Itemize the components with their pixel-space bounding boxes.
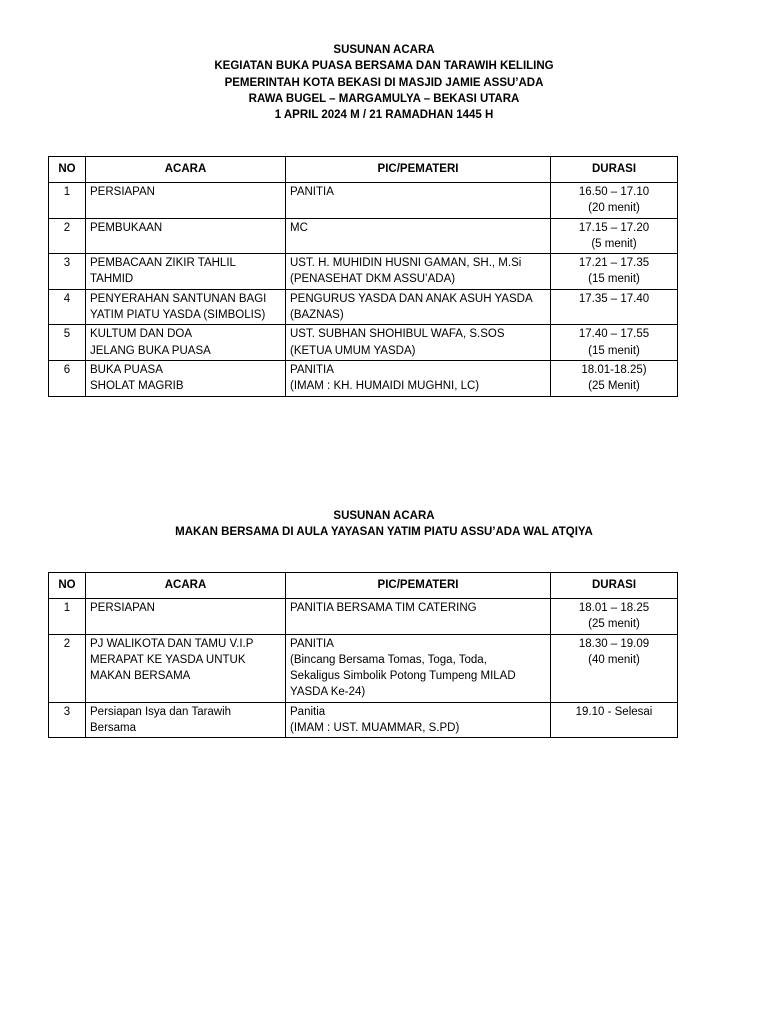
pic-cell-line: PANITIA BERSAMA TIM CATERING xyxy=(290,602,477,614)
pic-cell xyxy=(286,325,551,361)
pic-cell xyxy=(286,289,551,325)
pic-cell xyxy=(286,218,551,254)
table-row xyxy=(49,325,678,361)
schedule-table-2 xyxy=(48,572,678,738)
column-header-no: NO xyxy=(49,157,86,183)
durasi-cell-line: 17.40 – 17.55 xyxy=(578,328,650,341)
table-row xyxy=(49,702,678,738)
pic-cell-line: (KETUA UMUM YASDA) xyxy=(290,344,416,357)
acara-cell xyxy=(86,360,286,396)
heading-line: MAKAN BERSAMA DI AULA YAYASAN YATIM PIATU ASSU’ADA WAL ATQIYA xyxy=(175,526,593,539)
acara-cell-line: SHOLAT MAGRIB xyxy=(90,380,184,393)
durasi-cell-line: 17.35 – 17.40 xyxy=(578,292,650,305)
heading-line: PEMERINTAH KOTA BEKASI DI MASJID JAMIE ASSU’ADA xyxy=(224,76,544,89)
pic-cell-line: UST. H. MUHIDIN HUSNI GAMAN, SH., M.Si xyxy=(290,257,522,270)
table-row xyxy=(49,634,678,702)
pic-cell-line: PANITIA xyxy=(290,186,334,198)
acara-cell-line: KULTUM DAN DOA xyxy=(90,328,193,341)
durasi-cell xyxy=(551,360,678,396)
pic-cell-line: PENGURUS YASDA DAN ANAK ASUH YASDA xyxy=(290,292,533,305)
acara-cell-line: JELANG BUKA PUASA xyxy=(90,344,211,357)
acara-cell-line: MERAPAT KE YASDA UNTUK xyxy=(90,653,246,666)
durasi-cell xyxy=(551,702,678,738)
acara-cell-line: MAKAN BERSAMA xyxy=(90,670,191,683)
durasi-cell xyxy=(551,325,678,361)
durasi-cell-line: 17.15 – 17.20 xyxy=(578,221,650,234)
column-header-durasi: DURASI xyxy=(551,157,678,183)
table-header-row xyxy=(49,157,678,183)
pic-cell xyxy=(286,599,551,635)
table-header-row xyxy=(49,573,678,599)
row-number: 3 xyxy=(49,254,86,290)
table-row xyxy=(49,183,678,219)
durasi-cell-line: (25 menit) xyxy=(588,618,640,631)
acara-cell-line: PERSIAPAN xyxy=(90,602,155,614)
section2-heading xyxy=(0,508,768,541)
durasi-cell-line: (15 menit) xyxy=(588,344,640,357)
pic-cell-line: (PENASEHAT DKM ASSU’ADA) xyxy=(290,273,456,286)
schedule-table-1 xyxy=(48,156,678,397)
pic-cell-line: YASDA Ke-24) xyxy=(290,686,366,699)
column-header-pic: PIC/PEMATERI xyxy=(286,573,551,599)
acara-cell xyxy=(86,599,286,635)
pic-cell-line: (IMAM : KH. HUMAIDI MUGHNI, LC) xyxy=(290,380,480,393)
row-number: 6 xyxy=(49,360,86,396)
row-number: 4 xyxy=(49,289,86,325)
acara-cell-line: BUKA PUASA xyxy=(90,363,163,376)
durasi-cell-line: 16.50 – 17.10 xyxy=(578,186,650,198)
table-row xyxy=(49,599,678,635)
pic-cell xyxy=(286,183,551,219)
durasi-cell-line: (20 menit) xyxy=(588,202,640,215)
acara-cell-line: YATIM PIATU YASDA (SIMBOLIS) xyxy=(90,309,266,322)
durasi-cell xyxy=(551,254,678,290)
acara-cell xyxy=(86,254,286,290)
acara-cell xyxy=(86,218,286,254)
durasi-cell-line: (25 Menit) xyxy=(588,380,640,393)
pic-cell-line: MC xyxy=(290,221,308,234)
durasi-cell-line: (5 menit) xyxy=(591,237,637,250)
acara-cell-line: PERSIAPAN xyxy=(90,186,155,198)
acara-cell-line: PEMBACAAN ZIKIR TAHLIL xyxy=(90,257,236,270)
durasi-cell-line: 18.01 – 18.25 xyxy=(578,602,650,614)
table-body xyxy=(49,599,678,738)
pic-cell xyxy=(286,360,551,396)
pic-cell-line: Sekaligus Simbolik Potong Tumpeng MILAD xyxy=(290,670,516,683)
row-number: 2 xyxy=(49,634,86,702)
acara-cell xyxy=(86,289,286,325)
durasi-cell-line: 19.10 - Selesai xyxy=(575,705,653,718)
acara-cell-line: PENYERAHAN SANTUNAN BAGI xyxy=(90,292,267,305)
pic-cell-line: (Bincang Bersama Tomas, Toga, Toda, xyxy=(290,653,487,666)
durasi-cell xyxy=(551,634,678,702)
durasi-cell-line: 18.01-18.25) xyxy=(581,363,647,376)
row-number: 3 xyxy=(49,702,86,738)
column-header-durasi: DURASI xyxy=(551,573,678,599)
durasi-cell-line: (15 menit) xyxy=(588,273,640,286)
pic-cell-line: (BAZNAS) xyxy=(290,309,344,322)
durasi-cell-line: 17.21 – 17.35 xyxy=(578,257,650,270)
durasi-cell xyxy=(551,289,678,325)
acara-cell xyxy=(86,634,286,702)
column-header-acara: ACARA xyxy=(86,573,286,599)
acara-cell-line: Bersama xyxy=(90,722,137,735)
table-row xyxy=(49,289,678,325)
table-row xyxy=(49,360,678,396)
pic-cell-line: (IMAM : UST. MUAMMAR, S.PD) xyxy=(290,722,460,735)
heading-line: RAWA BUGEL – MARGAMULYA – BEKASI UTARA xyxy=(248,92,520,105)
pic-cell xyxy=(286,702,551,738)
heading-line: 1 APRIL 2024 M / 21 RAMADHAN 1445 H xyxy=(274,109,494,122)
pic-cell-line: UST. SUBHAN SHOHIBUL WAFA, S.SOS xyxy=(290,328,505,341)
section1-heading xyxy=(0,42,768,123)
durasi-cell-line: 18.30 – 19.09 xyxy=(578,637,650,650)
durasi-cell-line: (40 menit) xyxy=(588,653,640,666)
acara-cell-line: TAHMID xyxy=(90,273,134,286)
acara-cell-line: PEMBUKAAN xyxy=(90,221,163,234)
acara-cell xyxy=(86,702,286,738)
column-header-no: NO xyxy=(49,573,86,599)
acara-cell-line: PJ WALIKOTA DAN TAMU V.I.P xyxy=(90,637,254,650)
heading-line: SUSUNAN ACARA xyxy=(333,510,435,522)
durasi-cell xyxy=(551,218,678,254)
durasi-cell xyxy=(551,183,678,219)
row-number: 1 xyxy=(49,599,86,635)
pic-cell xyxy=(286,254,551,290)
acara-cell xyxy=(86,325,286,361)
column-header-acara: ACARA xyxy=(86,157,286,183)
column-header-pic: PIC/PEMATERI xyxy=(286,157,551,183)
acara-cell xyxy=(86,183,286,219)
row-number: 5 xyxy=(49,325,86,361)
durasi-cell xyxy=(551,599,678,635)
row-number: 2 xyxy=(49,218,86,254)
table-row xyxy=(49,218,678,254)
heading-line: SUSUNAN ACARA xyxy=(333,44,435,56)
pic-cell xyxy=(286,634,551,702)
pic-cell-line: PANITIA xyxy=(290,363,334,376)
table-row xyxy=(49,254,678,290)
pic-cell-line: Panitia xyxy=(290,705,326,718)
table-body xyxy=(49,183,678,397)
heading-line: KEGIATAN BUKA PUASA BERSAMA DAN TARAWIH KELILING xyxy=(214,60,554,73)
pic-cell-line: PANITIA xyxy=(290,637,334,650)
row-number: 1 xyxy=(49,183,86,219)
acara-cell-line: Persiapan Isya dan Tarawih xyxy=(90,705,232,718)
